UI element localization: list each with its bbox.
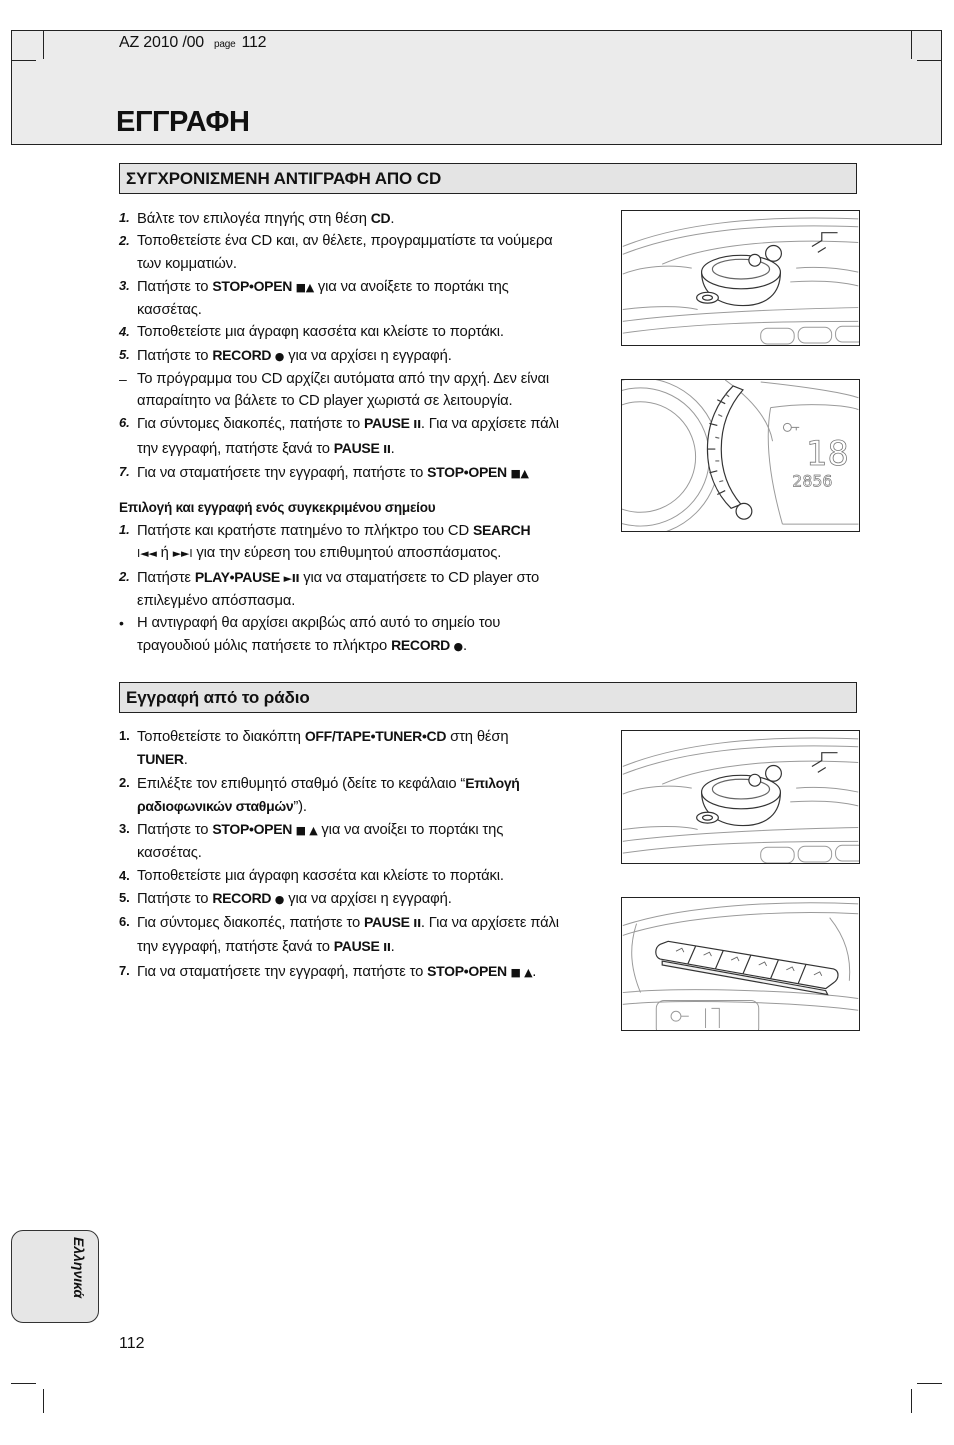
step-item	[119, 519, 609, 566]
step-item	[119, 960, 609, 984]
button-knob	[736, 503, 752, 519]
section-heading-radio	[119, 682, 857, 713]
button-name: CD	[370, 210, 391, 226]
language-tab	[11, 1230, 99, 1323]
text-run: επιλεγμένο απόσπασμα.	[137, 592, 296, 609]
step-item	[119, 725, 609, 772]
text-run: Η αντιγραφή θα αρχίσει ακριβώς από αυτό το σημείο του	[137, 615, 501, 631]
list-bullet: –	[119, 370, 127, 387]
step-item	[119, 344, 609, 368]
step-item	[119, 275, 609, 322]
button-name: SEARCH	[472, 522, 531, 538]
step-number: 1.	[119, 728, 130, 743]
step-number: 2.	[119, 233, 130, 249]
text-run: .	[390, 939, 395, 956]
button-name: Επιλογή	[465, 774, 520, 791]
step-number: 1.	[119, 210, 130, 225]
step-item	[119, 865, 609, 887]
step-item	[119, 207, 609, 230]
button-name: RECORD	[212, 346, 275, 363]
step-number: 6.	[119, 914, 130, 929]
key-icon	[783, 423, 799, 431]
button-name: OFF/TAPE•TUNER•CD	[304, 728, 447, 744]
step-item	[119, 818, 609, 865]
page-number: 112	[119, 1335, 145, 1352]
step-number: 3.	[119, 821, 130, 836]
stop-eject-icon: ■ ▲	[510, 965, 533, 979]
step-line	[137, 612, 609, 634]
crop-mark	[43, 1389, 44, 1413]
pause-icon: II	[413, 917, 421, 930]
text-run: Τοποθετείστε ένα CD και, αν θέλετε, προγραμματίστε τα νούμερα	[137, 233, 553, 250]
stop-eject-icon: ■▲	[510, 466, 529, 480]
step-line	[137, 275, 609, 299]
step-line	[137, 437, 609, 461]
text-run: Πατήστε το	[137, 347, 213, 364]
step-line	[137, 795, 609, 818]
text-run: για να αρχίσει η εγγραφή.	[284, 890, 452, 907]
stop-eject-icon: ■▲	[295, 280, 314, 294]
button-name: STOP•OPEN	[212, 277, 296, 294]
text-run: Βάλτε τον επιλογέα πηγής στη θέση	[137, 211, 371, 227]
deck-drawing	[622, 211, 859, 345]
text-run: .	[532, 963, 537, 980]
step-line	[137, 368, 609, 390]
section-heading-cd-sync	[119, 163, 857, 194]
pause-icon: II	[413, 418, 421, 432]
text-run: Τοποθετείστε μια άγραφη κασσέτα και κλείστε το πορτάκι.	[137, 867, 504, 884]
text-run: των κομματιών.	[137, 255, 237, 272]
text-run: Για σύντομες διακοπές, πατήστε το	[137, 416, 364, 433]
step-line	[137, 911, 609, 935]
sound-mark-icon	[812, 753, 838, 773]
step-line	[137, 299, 609, 321]
step-number: 4.	[119, 324, 130, 340]
text-run: Πατήστε το	[137, 278, 213, 295]
preset-button-strip	[656, 941, 838, 994]
step-item	[119, 321, 609, 343]
document-reference	[119, 34, 266, 52]
record-icon: ●	[274, 892, 285, 906]
step-number: 7.	[119, 962, 130, 978]
step-line	[137, 634, 609, 658]
doc-code: AZ 2010 /00	[119, 34, 204, 51]
button-name: STOP•OPEN	[212, 821, 296, 837]
text-run: Τοποθετείστε το διακόπτη	[137, 729, 305, 745]
display-time: 2856	[792, 471, 833, 491]
record-icon: ●	[453, 640, 463, 654]
text-run: για την εύρεση του επιθυμητού αποσπάσματος.	[192, 545, 502, 562]
crop-mark	[917, 60, 941, 61]
sound-mark-icon	[812, 233, 838, 253]
step-line	[137, 818, 609, 842]
crop-mark	[11, 1383, 36, 1384]
text-run: . Για να αρχίσετε πάλι	[420, 416, 559, 433]
text-run: Πατήστε	[137, 569, 195, 586]
text-run: για να ανοίξετε το πορτάκι της	[313, 278, 509, 295]
text-run: απαραίτητο να βάλετε το CD player χωριστά σε λειτουργία.	[137, 393, 513, 409]
text-run: για να σταματήσετε το CD player στο	[299, 569, 540, 586]
page-reference: 112	[241, 34, 267, 51]
step-item	[119, 566, 609, 613]
language-label: Ελληνικά	[71, 1237, 87, 1299]
cd-controls-drawing	[622, 380, 859, 531]
stop-eject-icon: ■ ▲	[295, 824, 318, 837]
step-item	[119, 230, 609, 275]
step-line	[137, 344, 609, 368]
button-name: RECORD	[391, 637, 454, 654]
step-line	[137, 253, 609, 275]
step-line	[137, 461, 609, 485]
steps-list-radio	[119, 725, 609, 984]
step-number: 5.	[119, 346, 130, 362]
step-line	[137, 960, 609, 984]
step-line	[137, 772, 609, 795]
step-item	[119, 911, 609, 960]
step-line	[137, 321, 609, 343]
step-number: 5.	[119, 889, 130, 905]
text-run: ”).	[293, 798, 307, 815]
crop-mark	[917, 1383, 942, 1384]
step-item	[119, 612, 609, 659]
illustration-deck-buttons	[621, 210, 860, 346]
text-run: Επιλέξτε τον επιθυμητό σταθμό (δείτε το κεφάλαιο “	[137, 775, 466, 792]
pause-icon: II	[383, 442, 391, 456]
page-label: page	[213, 39, 236, 50]
section-heading-text: Εγγραφή από το ράδιο	[126, 688, 310, 707]
step-line	[137, 412, 609, 436]
step-number: 3.	[119, 277, 130, 293]
button-name: PAUSE	[333, 439, 384, 456]
subsection-heading: Επιλογή και εγγραφή ενός συγκεκριμένου σημείου	[119, 500, 436, 515]
button-name: PAUSE	[363, 415, 414, 432]
text-run: την εγγραφή, πατήστε ξανά το	[137, 440, 334, 457]
display-track-number: 18	[806, 433, 849, 473]
text-run: την εγγραφή, πατήστε ξανά το	[137, 939, 334, 956]
text-run: στη θέση	[446, 729, 509, 745]
button-name: STOP•OPEN	[427, 962, 511, 979]
record-button-dome	[697, 245, 782, 305]
step-item	[119, 368, 609, 413]
text-run: Για σύντομες διακοπές, πατήστε το	[137, 915, 364, 931]
button-name: TUNER	[137, 751, 184, 768]
step-line	[137, 542, 609, 565]
illustration-deck-buttons-radio	[621, 730, 860, 864]
button-name: PAUSE	[363, 914, 414, 930]
play-pause-icon: ►II	[283, 571, 300, 585]
step-number: 4.	[119, 867, 130, 883]
button-name: PLAY•PAUSE	[194, 568, 284, 585]
record-icon: ●	[274, 349, 285, 363]
text-run: .	[390, 440, 395, 457]
previous-icon: I◄◄	[137, 547, 157, 561]
next-icon: ►►I	[172, 547, 193, 561]
text-run: κασσέτας.	[137, 845, 202, 862]
pause-icon: II	[383, 941, 391, 955]
tuner-buttons-drawing	[622, 898, 859, 1030]
button-name: PAUSE	[333, 938, 384, 955]
text-run: Πατήστε και κρατήστε πατημένο το πλήκτρο του CD	[137, 523, 473, 539]
step-number: 2.	[119, 568, 130, 584]
step-number: 1.	[119, 522, 130, 537]
step-line	[137, 390, 609, 412]
text-run: .	[183, 752, 188, 769]
text-run: .	[390, 211, 395, 227]
page-title: ΕΓΓΡΑΦΗ	[116, 106, 250, 138]
text-run: για να ανοίξει το πορτάκι της	[317, 822, 504, 838]
text-run: Πατήστε το	[137, 822, 213, 838]
step-line	[137, 935, 609, 959]
text-run: ή	[156, 545, 173, 562]
text-run: Τοποθετείστε μια άγραφη κασσέτα και κλείστε το πορτάκι.	[137, 324, 504, 341]
crop-mark	[43, 31, 44, 59]
section-heading-text: ΣΥΓΧΡΟΝΙΣΜΕΝΗ ΑΝΤΙΓΡΑΦΗ ΑΠΟ CD	[126, 169, 442, 188]
step-line	[137, 230, 609, 252]
record-button-dome	[697, 765, 782, 825]
text-run: . Για να αρχίσετε πάλι	[420, 915, 559, 931]
step-line	[137, 207, 609, 230]
text-run: .	[463, 638, 467, 655]
deck-drawing	[622, 731, 859, 863]
illustration-cd-controls	[621, 379, 860, 532]
crop-mark	[911, 1389, 912, 1413]
step-item	[119, 887, 609, 911]
steps-list-cd-sync	[119, 207, 609, 485]
step-line	[137, 725, 609, 748]
button-name: RECORD	[212, 889, 275, 906]
text-run: Για να σταματήσετε την εγγραφή, πατήστε το	[137, 963, 428, 980]
step-line	[137, 865, 609, 887]
text-run: Πατήστε το	[137, 890, 213, 907]
text-run: Το πρόγραμμα του CD αρχίζει αυτόματα από την αρχή. Δεν είναι	[137, 370, 550, 387]
crop-mark	[911, 31, 912, 59]
step-line	[137, 748, 609, 771]
text-run: κασσέτας.	[137, 302, 202, 318]
step-number: 7.	[119, 463, 130, 479]
list-bullet: •	[119, 615, 124, 631]
step-line	[137, 842, 609, 864]
cd-button-strip	[707, 386, 743, 508]
button-name: ραδιοφωνικών σταθμών	[137, 797, 294, 814]
button-name: STOP•OPEN	[427, 463, 511, 480]
step-line	[137, 590, 609, 612]
step-item	[119, 412, 609, 461]
text-run: για να αρχίσει η εγγραφή.	[284, 347, 452, 364]
text-run: τραγουδιού μόλις πατήσετε το πλήκτρο	[137, 638, 392, 655]
steps-list-specific-point	[119, 519, 609, 659]
step-item	[119, 461, 609, 485]
step-number: 2.	[119, 774, 130, 790]
step-line	[137, 887, 609, 911]
step-item	[119, 772, 609, 819]
step-line	[137, 519, 609, 542]
text-run: Για να σταματήσετε την εγγραφή, πατήστε το	[137, 464, 428, 481]
step-line	[137, 566, 609, 590]
illustration-tuner-buttons	[621, 897, 860, 1031]
crop-mark	[12, 60, 36, 61]
step-number: 6.	[119, 415, 130, 431]
